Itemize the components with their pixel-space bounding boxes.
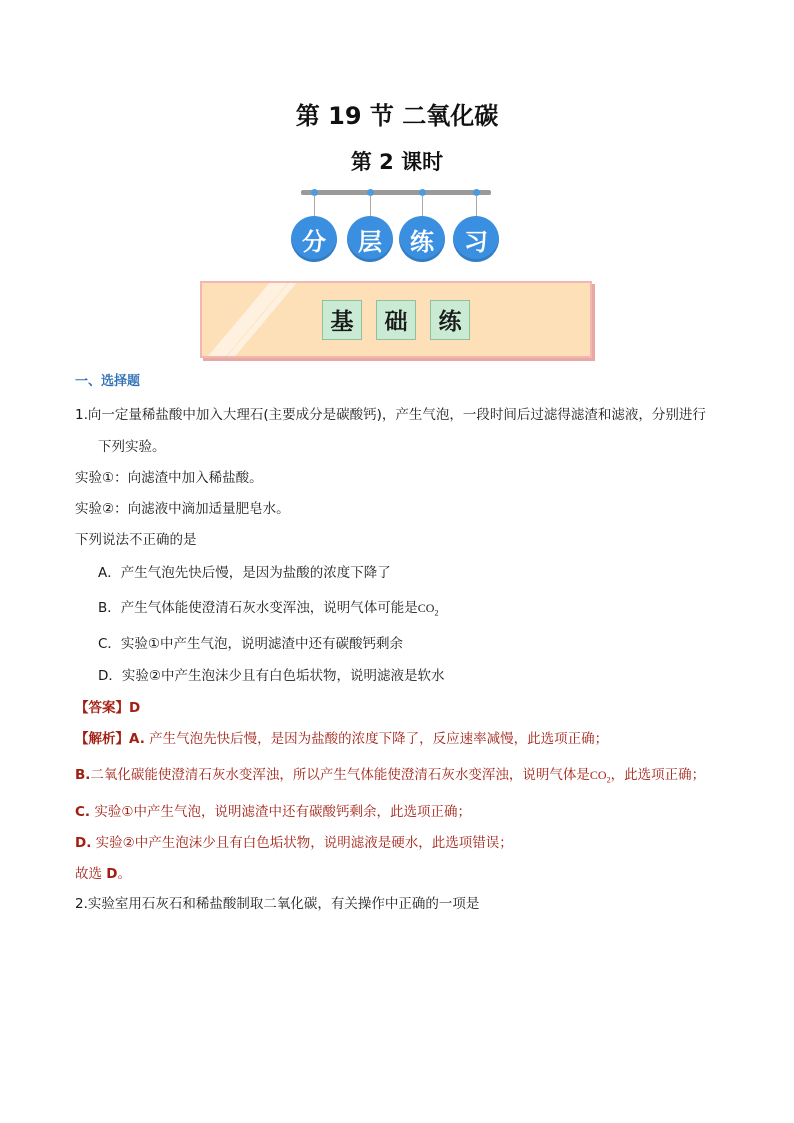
question-2-stem: 2.实验室用石灰石和稀盐酸制取二氧化碳，有关操作中正确的一项是 <box>75 896 480 912</box>
lesson-title: 第 2 课时 <box>350 150 444 174</box>
analysis-c-label: C. <box>75 804 91 820</box>
analysis-b-text: 二氧化碳能使澄清石灰水变浑浊，所以产生气体能使澄清石灰水变浑浊，说明气体是 <box>90 767 590 783</box>
option-c: C．实验①中产生气泡，说明滤渣中还有碳酸钙剩余 <box>98 636 404 652</box>
question-stem: 1.向一定量稀盐酸中加入大理石(主要成分是碳酸钙)，产生气泡，一段时间后过滤得滤渣和滤液，分别进行 <box>75 407 706 423</box>
hanger-string <box>370 195 371 217</box>
hanger-string <box>476 195 477 217</box>
analysis-d-label: D. <box>75 835 92 851</box>
formula-co: CO <box>417 601 435 615</box>
basic-practice-banner <box>200 281 592 358</box>
formula-subscript: 2 <box>606 775 611 785</box>
conclusion-answer: D <box>106 866 118 882</box>
banner-char: 练 <box>430 300 470 340</box>
hanger-bar <box>301 190 491 195</box>
hanger-string <box>422 195 423 217</box>
analysis-d-text: 实验②中产生泡沫少且有白色垢状物，说明滤液是硬水，此选项错误； <box>91 835 513 851</box>
option-b <box>98 596 438 617</box>
option-a: A．产生气泡先快后慢，是因为盐酸的浓度下降了 <box>98 565 391 581</box>
analysis-b <box>75 763 705 784</box>
conclusion <box>75 862 131 882</box>
answer: 【答案】D <box>75 700 141 716</box>
co2-formula <box>417 601 439 618</box>
section-title: 第 19 节 二氧化碳 <box>295 102 499 130</box>
badge-char: 分 <box>291 216 337 262</box>
analysis-c-text: 实验①中产生气泡，说明滤渣中还有碳酸钙剩余，此选项正确； <box>90 804 471 820</box>
question-stem-continued: 下列实验。 <box>98 439 166 455</box>
section-heading: 一、选择题 <box>75 374 141 389</box>
analysis-a-text: 产生气泡先快后慢，是因为盐酸的浓度下降了，反应速率减慢，此选项正确； <box>144 731 609 747</box>
hanger-string <box>314 195 315 217</box>
analysis-b-tail: ，此选项正确； <box>610 767 706 783</box>
experiment-1: 实验①：向滤渣中加入稀盐酸。 <box>75 470 263 486</box>
badge-char: 层 <box>347 216 393 262</box>
formula-subscript: 2 <box>434 608 439 618</box>
badge-char: 习 <box>453 216 499 262</box>
conclusion-suffix: 。 <box>117 866 132 882</box>
badge-char: 练 <box>399 216 445 262</box>
conclusion-prefix: 故选 <box>75 866 107 882</box>
co2-formula <box>589 768 611 785</box>
option-d: D．实验②中产生泡沫少且有白色垢状物，说明滤液是软水 <box>98 668 445 684</box>
experiment-2: 实验②：向滤液中滴加适量肥皂水。 <box>75 501 290 517</box>
analysis-d <box>75 831 513 851</box>
question-prompt: 下列说法不正确的是 <box>75 532 197 548</box>
analysis-c <box>75 800 471 820</box>
analysis-label: 【解析】A. <box>75 731 145 747</box>
banner-char: 础 <box>376 300 416 340</box>
banner-char: 基 <box>322 300 362 340</box>
analysis-a <box>75 727 608 747</box>
formula-co: CO <box>589 768 607 782</box>
analysis-b-label: B. <box>75 767 91 783</box>
option-b-text: B．产生气体能使澄清石灰水变浑浊，说明气体可能是 <box>98 600 418 616</box>
